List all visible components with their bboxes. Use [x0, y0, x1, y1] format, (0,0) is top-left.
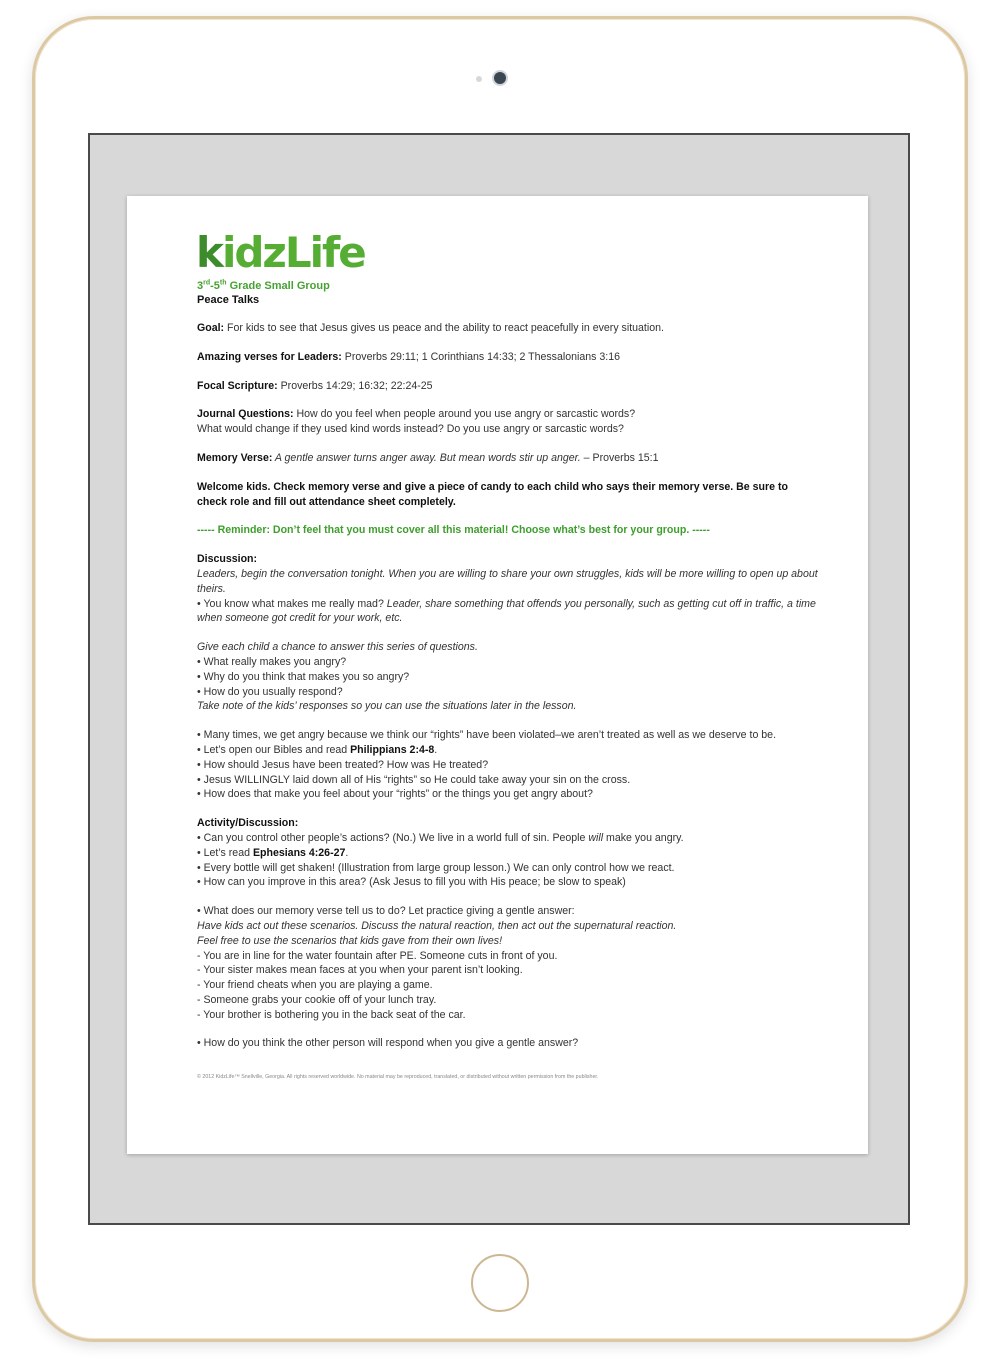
home-button[interactable] [471, 1254, 529, 1312]
copyright-footer: © 2012 KidzLife™ Snellville, Georgia. All rights reserved worldwide. No material may be reproduced, translated, or distributed without written permission from the publisher. [197, 1074, 599, 1081]
welcome-instructions: Welcome kids. Check memory verse and give a piece of candy to each child who says their memory verse. Be sure to check role and fill out attendance sheet completely. [197, 480, 788, 508]
amazing-verses: Amazing verses for Leaders: Proverbs 29:11; 1 Corinthians 14:33; 2 Thessalonians 3:16 [197, 350, 621, 363]
journal-questions: Journal Questions: How do you feel when people around you use angry or sarcastic words? What would change if they used kind words instead? Do you use angry or sarcastic words? [197, 408, 636, 436]
focal-scripture: Focal Scripture: Proverbs 14:29; 16:32; 22:24-25 [197, 379, 433, 392]
final-question: • How do you think the other person will respond when you give a gentle answer? [197, 1037, 579, 1050]
questions-section: Give each child a chance to answer this series of questions. • What really makes you angry? • Why do you think that makes you so angry? • How do you usually respond? Take note of the kids’ responses so you can use the situations later in the lesson. [197, 641, 577, 713]
activity-section: Activity/Discussion: • Can you control other people’s actions? (No.) We live in a world full of sin. People will make you angry. • Let’s read Ephesians 4:26-27. • Every bottle will get shaken! (Illustration from large group lesson.) We can only control how we react. • How can you improve in this area? (Ask Jesus to fill you with His peace; be slow to speak) [197, 817, 684, 889]
grade-subtitle: 3rd-5th Grade Small Group [197, 279, 330, 292]
scenarios-section: • What does our memory verse tell us to do? Let practice giving a gentle answer: Have kids act out these scenarios. Discuss the natural reaction, then act out the supernatural reaction. Feel free to use the scenarios that kids gave from their own lives! - You are in line for the water fountain after PE. Someone cuts in front of you. - Your sister makes mean faces at you when your parent isn’t looking. - Your friend cheats when you are playing a game. - Someone grabs your cookie off of your lunch tray. - Your brother is bothering you in the back seat of the car. [197, 905, 677, 1021]
kidzlife-logo: kidzLife [196, 228, 365, 277]
discussion-section: Discussion: Leaders, begin the conversation tonight. When you are willing to share your own struggles, kids will be more willing to open up about theirs. • You know what makes me really mad? Leader, share something that offends you personally, such as getting cut off in traffic, a time when someone got credit for your work, etc. [197, 553, 818, 625]
reminder: ----- Reminder: Don’t feel that you must cover all this material! Choose what’s best for your group. ----- [197, 524, 710, 537]
rights-section: • Many times, we get angry because we think our “rights” have been violated–we aren’t treated as well as we deserve to be. • Let’s open our Bibles and read Philippians 2:4-8. • How should Jesus have been treated? How was He treated? • Jesus WILLINGLY laid down all of His “rights” so He could take away your sin on the cross. • How does that make you feel about your “rights” or the things you get angry about? [197, 729, 777, 801]
document-page [127, 196, 868, 1154]
goal: Goal: For kids to see that Jesus gives us peace and the ability to react peacefully in every situation. [197, 322, 664, 334]
lesson-title: Peace Talks [197, 294, 260, 306]
memory-verse: Memory Verse: A gentle answer turns anger away. But mean words stir up anger. – Proverbs 15:1 [197, 451, 659, 464]
front-camera [494, 72, 506, 84]
sensor-dot [476, 76, 482, 82]
